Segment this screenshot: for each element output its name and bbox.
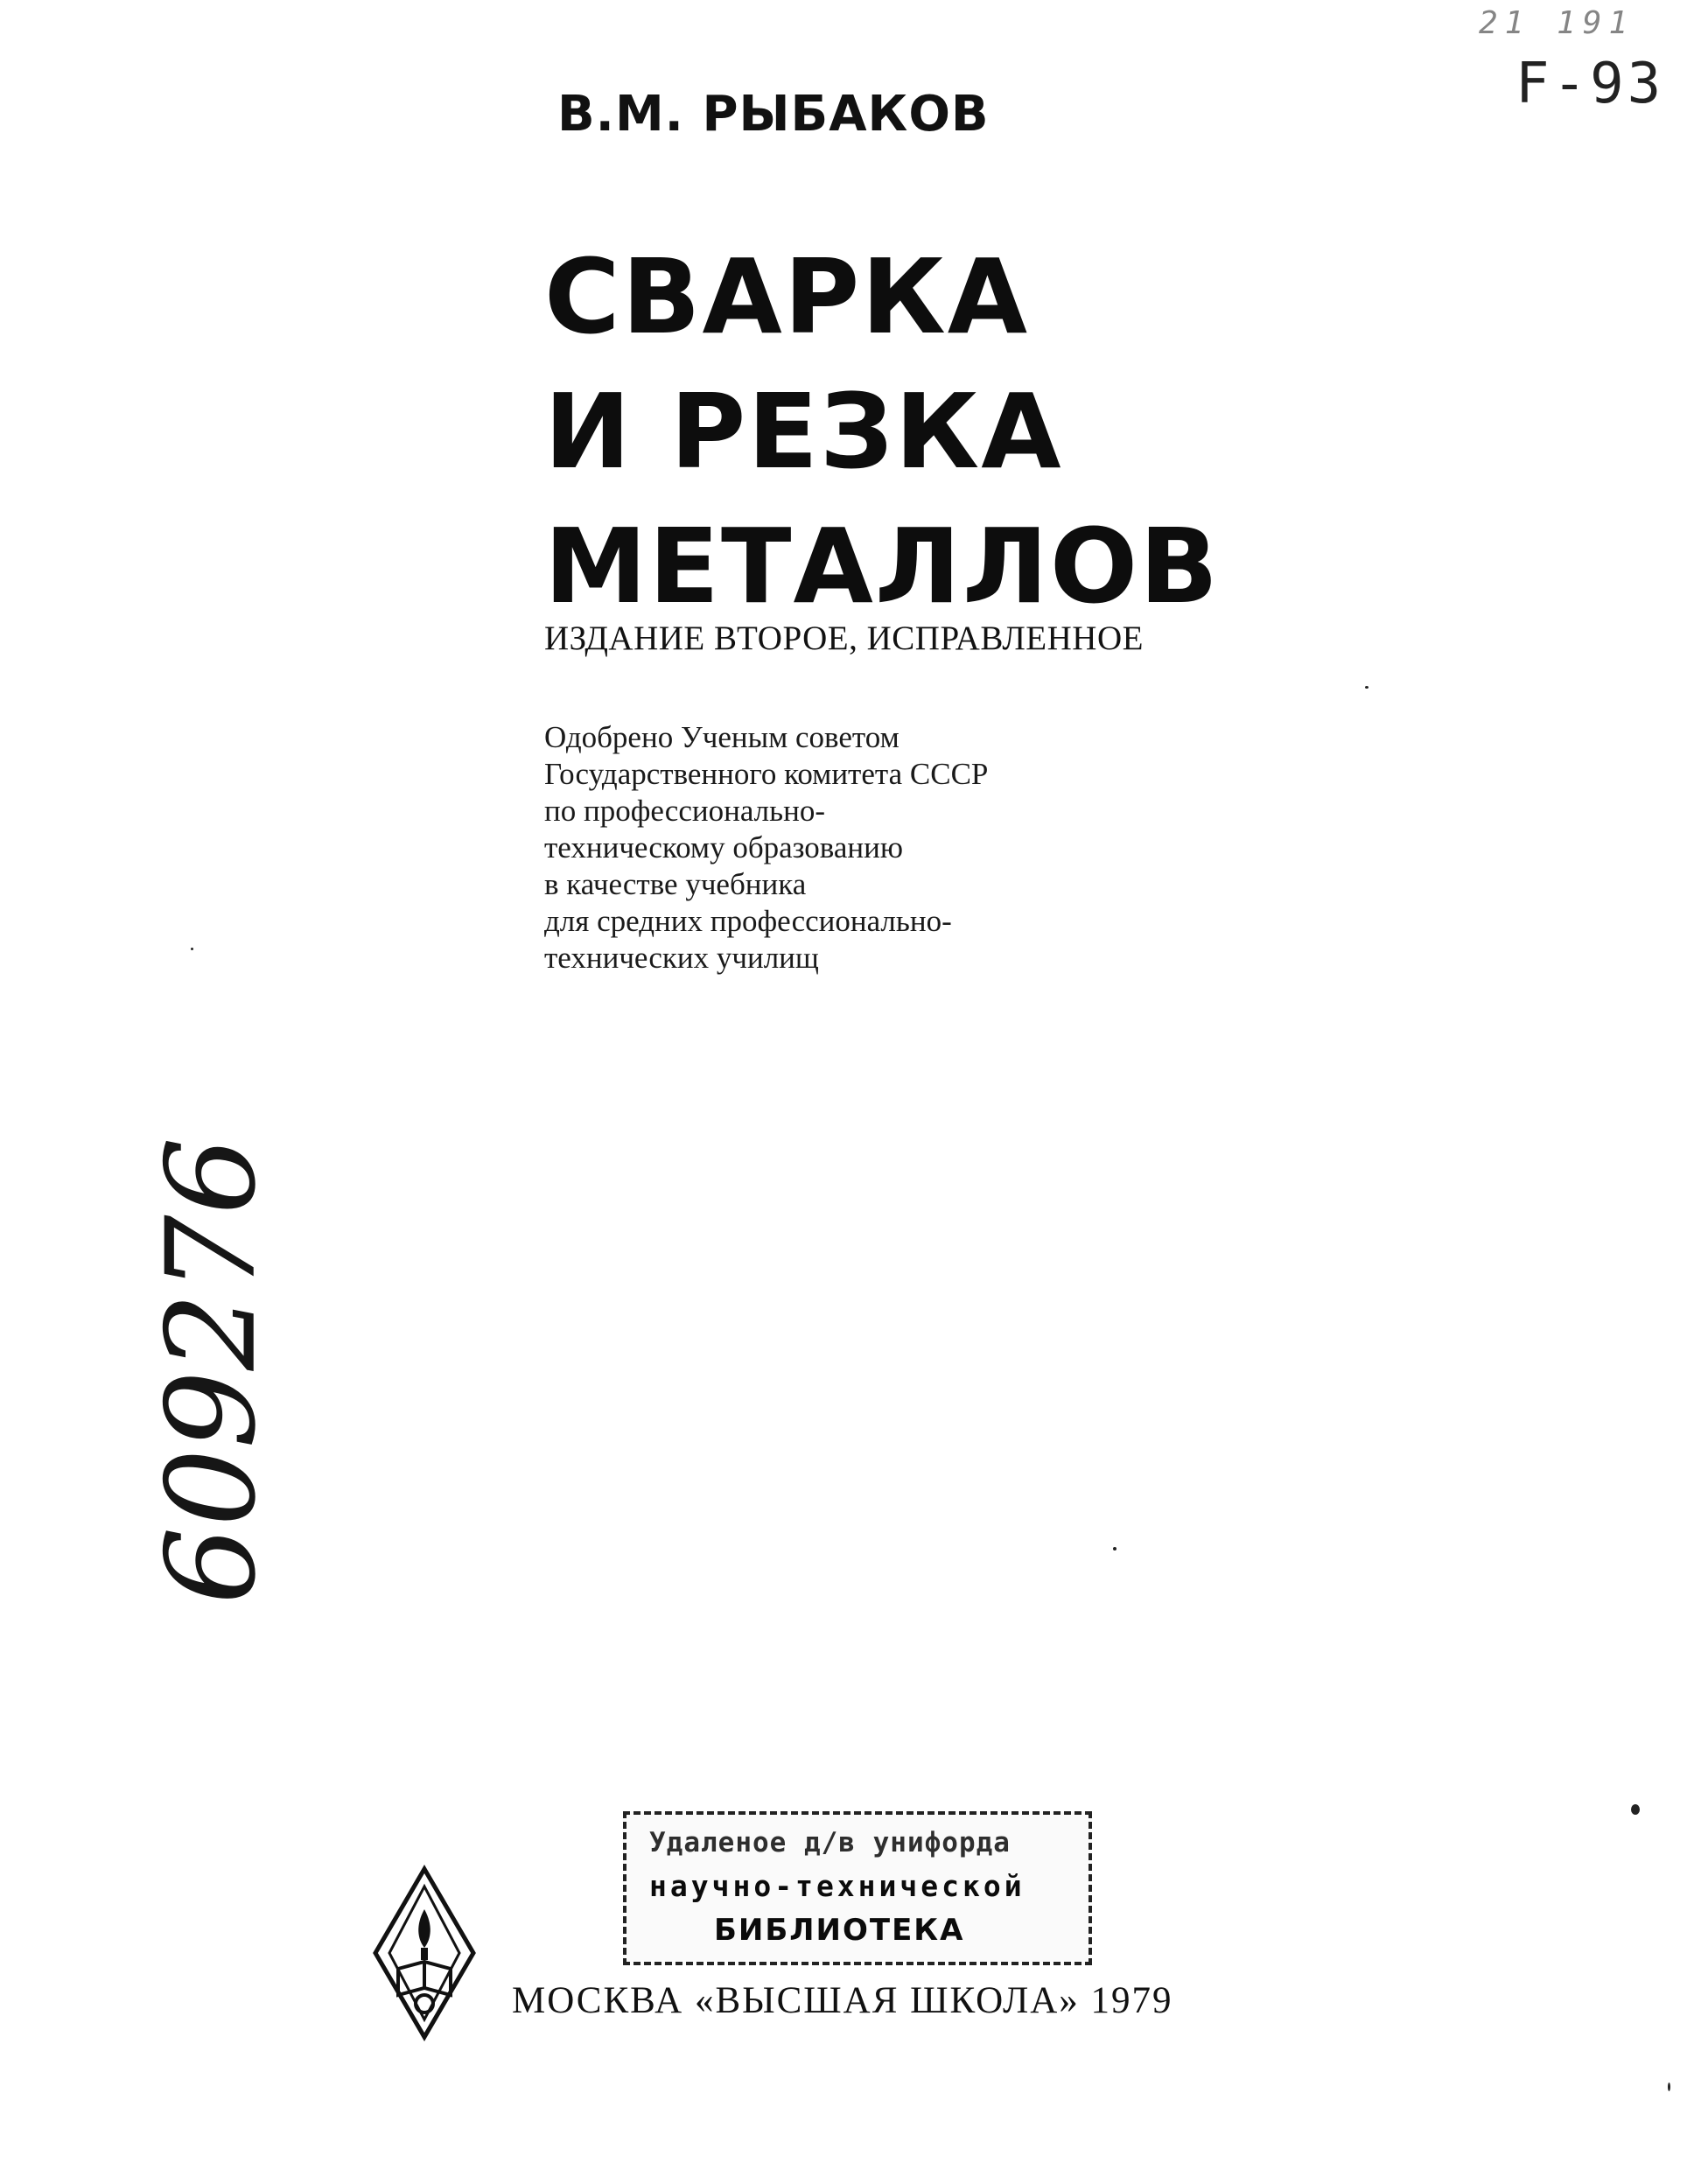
scan-speck xyxy=(1631,1804,1640,1815)
stamp-line-3: БИБЛИОТЕКА xyxy=(714,1913,965,1948)
title-line: СВАРКА xyxy=(544,236,1030,357)
approval-line: технических училищ xyxy=(544,941,819,975)
approval-statement xyxy=(544,719,988,976)
approval-line: Одобрено Ученым советом xyxy=(544,720,900,754)
title-line: И РЕЗКА xyxy=(544,371,1063,492)
library-stamp xyxy=(623,1811,1092,1965)
author-name: В.М. РЫБАКОВ xyxy=(557,86,990,143)
approval-line: Государственного комитета СССР xyxy=(544,757,989,791)
scan-speck xyxy=(1113,1547,1116,1550)
title-line: МЕТАЛЛОВ xyxy=(544,506,1221,626)
corner-mark-line-1: 21 191 xyxy=(1479,5,1635,41)
approval-line: в качестве учебника xyxy=(544,867,807,901)
scan-speck xyxy=(1668,2082,1670,2091)
edition-note: ИЗДАНИЕ ВТОРОЕ, ИСПРАВЛЕННОЕ xyxy=(544,620,1144,657)
stamp-line-2: научно-технической xyxy=(649,1869,1026,1903)
approval-line: по профессионально- xyxy=(544,794,825,828)
side-handwritten-number: 609276 xyxy=(140,1137,284,1605)
corner-handwritten-mark xyxy=(1479,5,1664,116)
corner-mark-line-2: F-93 xyxy=(1516,52,1665,116)
scan-speck xyxy=(191,948,193,950)
scan-speck xyxy=(1365,686,1368,689)
publisher-imprint: МОСКВА «ВЫСШАЯ ШКОЛА» 1979 xyxy=(512,1980,1173,2021)
publisher-emblem-icon xyxy=(372,1864,477,2043)
approval-line: техническому образованию xyxy=(544,830,904,864)
approval-line: для средних профессионально- xyxy=(544,904,952,938)
stamp-line-1: Удаленое д/в унифорда xyxy=(649,1827,1011,1858)
book-title xyxy=(544,229,1220,634)
